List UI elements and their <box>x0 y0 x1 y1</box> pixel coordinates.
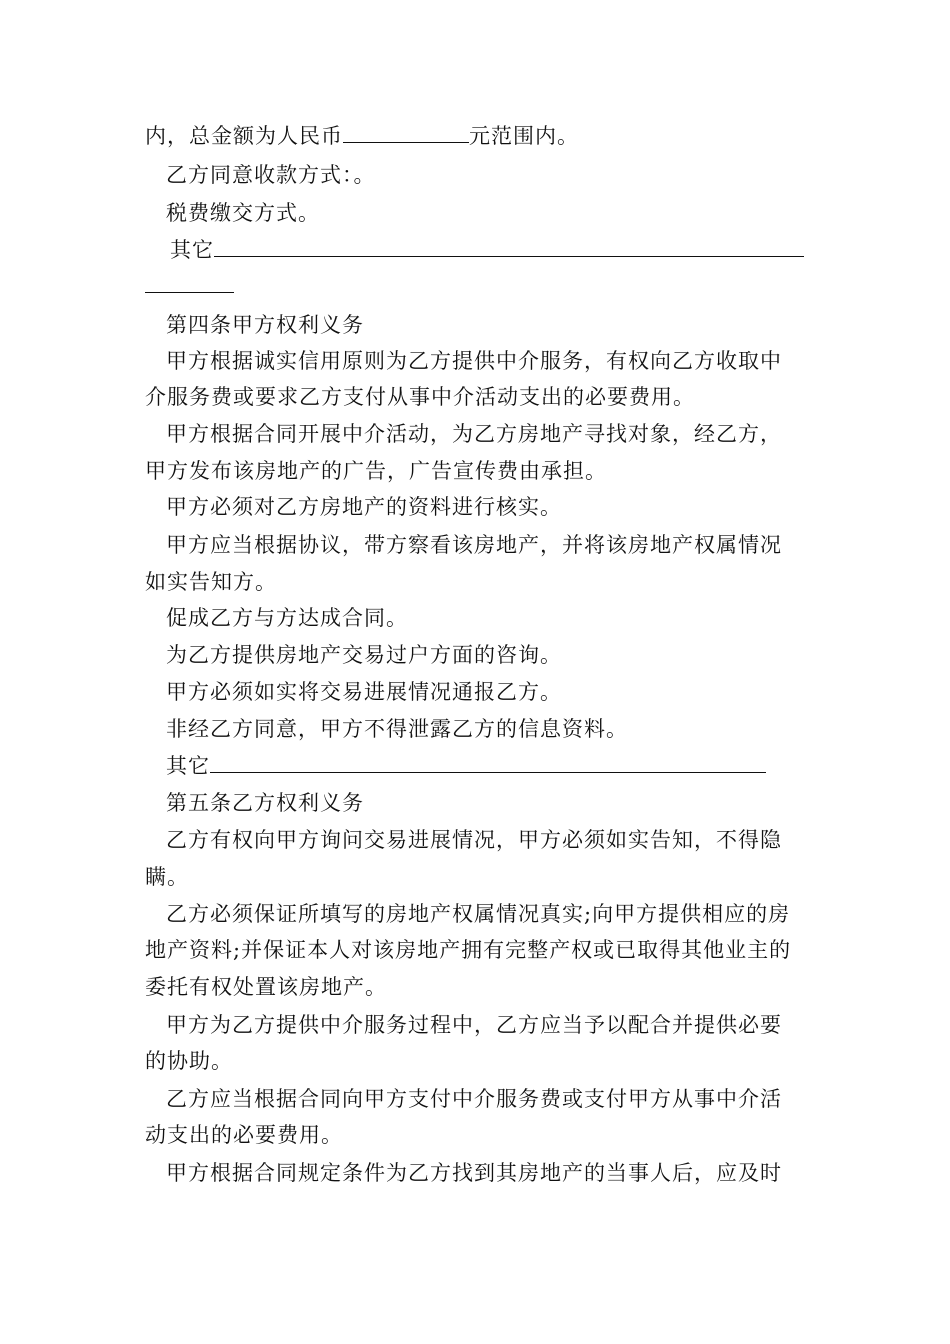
fill-in-blank <box>210 752 766 773</box>
line-text: 内，总金额为人民币 <box>145 124 343 148</box>
paragraph-line <box>145 272 234 299</box>
paragraph-line: 非经乙方同意，甲方不得泄露乙方的信息资料。 <box>166 717 628 741</box>
paragraph-line: 的协助。 <box>145 1049 233 1073</box>
fill-in-blank <box>343 122 469 143</box>
paragraph-line: 如实告知方。 <box>145 570 277 594</box>
paragraph-line: 瞒。 <box>145 865 189 889</box>
paragraph-line: 乙方同意收款方式：。 <box>166 163 376 187</box>
paragraph-line: 甲方应当根据协议，带方察看该房地产，并将该房地产权属情况 <box>166 533 782 557</box>
paragraph-line: 甲方发布该房地产的广告，广告宣传费由承担。 <box>145 459 607 483</box>
paragraph-line <box>170 236 804 263</box>
paragraph-line: 为乙方提供房地产交易过户方面的咨询。 <box>166 643 562 667</box>
paragraph-line <box>145 122 579 149</box>
paragraph-line: 介服务费或要求乙方支付从事中介活动支出的必要费用。 <box>145 385 695 409</box>
paragraph-line: 动支出的必要费用。 <box>145 1123 343 1147</box>
paragraph-line: 委托有权处置该房地产。 <box>145 975 387 999</box>
paragraph-line: 甲方根据合同规定条件为乙方找到其房地产的当事人后，应及时 <box>166 1161 782 1185</box>
paragraph-line: 地产资料;并保证本人对该房地产拥有完整产权或已取得其他业主的 <box>145 938 792 962</box>
paragraph-line <box>166 752 766 779</box>
paragraph-line: 税费缴交方式。 <box>166 201 320 225</box>
section-heading: 第四条甲方权利义务 <box>166 313 364 337</box>
fill-in-blank <box>145 272 234 293</box>
line-text: 其它 <box>170 238 214 262</box>
line-text: 其它 <box>166 754 210 778</box>
section-heading: 第五条乙方权利义务 <box>166 791 364 815</box>
paragraph-line: 乙方必须保证所填写的房地产权属情况真实;向甲方提供相应的房 <box>166 902 791 926</box>
paragraph-line: 甲方必须对乙方房地产的资料进行核实。 <box>166 495 562 519</box>
paragraph-line: 甲方必须如实将交易进展情况通报乙方。 <box>166 680 562 704</box>
paragraph-line: 甲方为乙方提供中介服务过程中，乙方应当予以配合并提供必要 <box>166 1013 782 1037</box>
line-text: 元范围内。 <box>469 124 579 148</box>
paragraph-line: 甲方根据合同开展中介活动，为乙方房地产寻找对象，经乙方， <box>166 422 782 446</box>
paragraph-line: 乙方有权向甲方询问交易进展情况，甲方必须如实告知，不得隐 <box>166 828 782 852</box>
paragraph-line: 乙方应当根据合同向甲方支付中介服务费或支付甲方从事中介活 <box>166 1087 782 1111</box>
fill-in-blank <box>214 236 804 257</box>
paragraph-line: 促成乙方与方达成合同。 <box>166 606 408 630</box>
paragraph-line: 甲方根据诚实信用原则为乙方提供中介服务，有权向乙方收取中 <box>166 349 782 373</box>
